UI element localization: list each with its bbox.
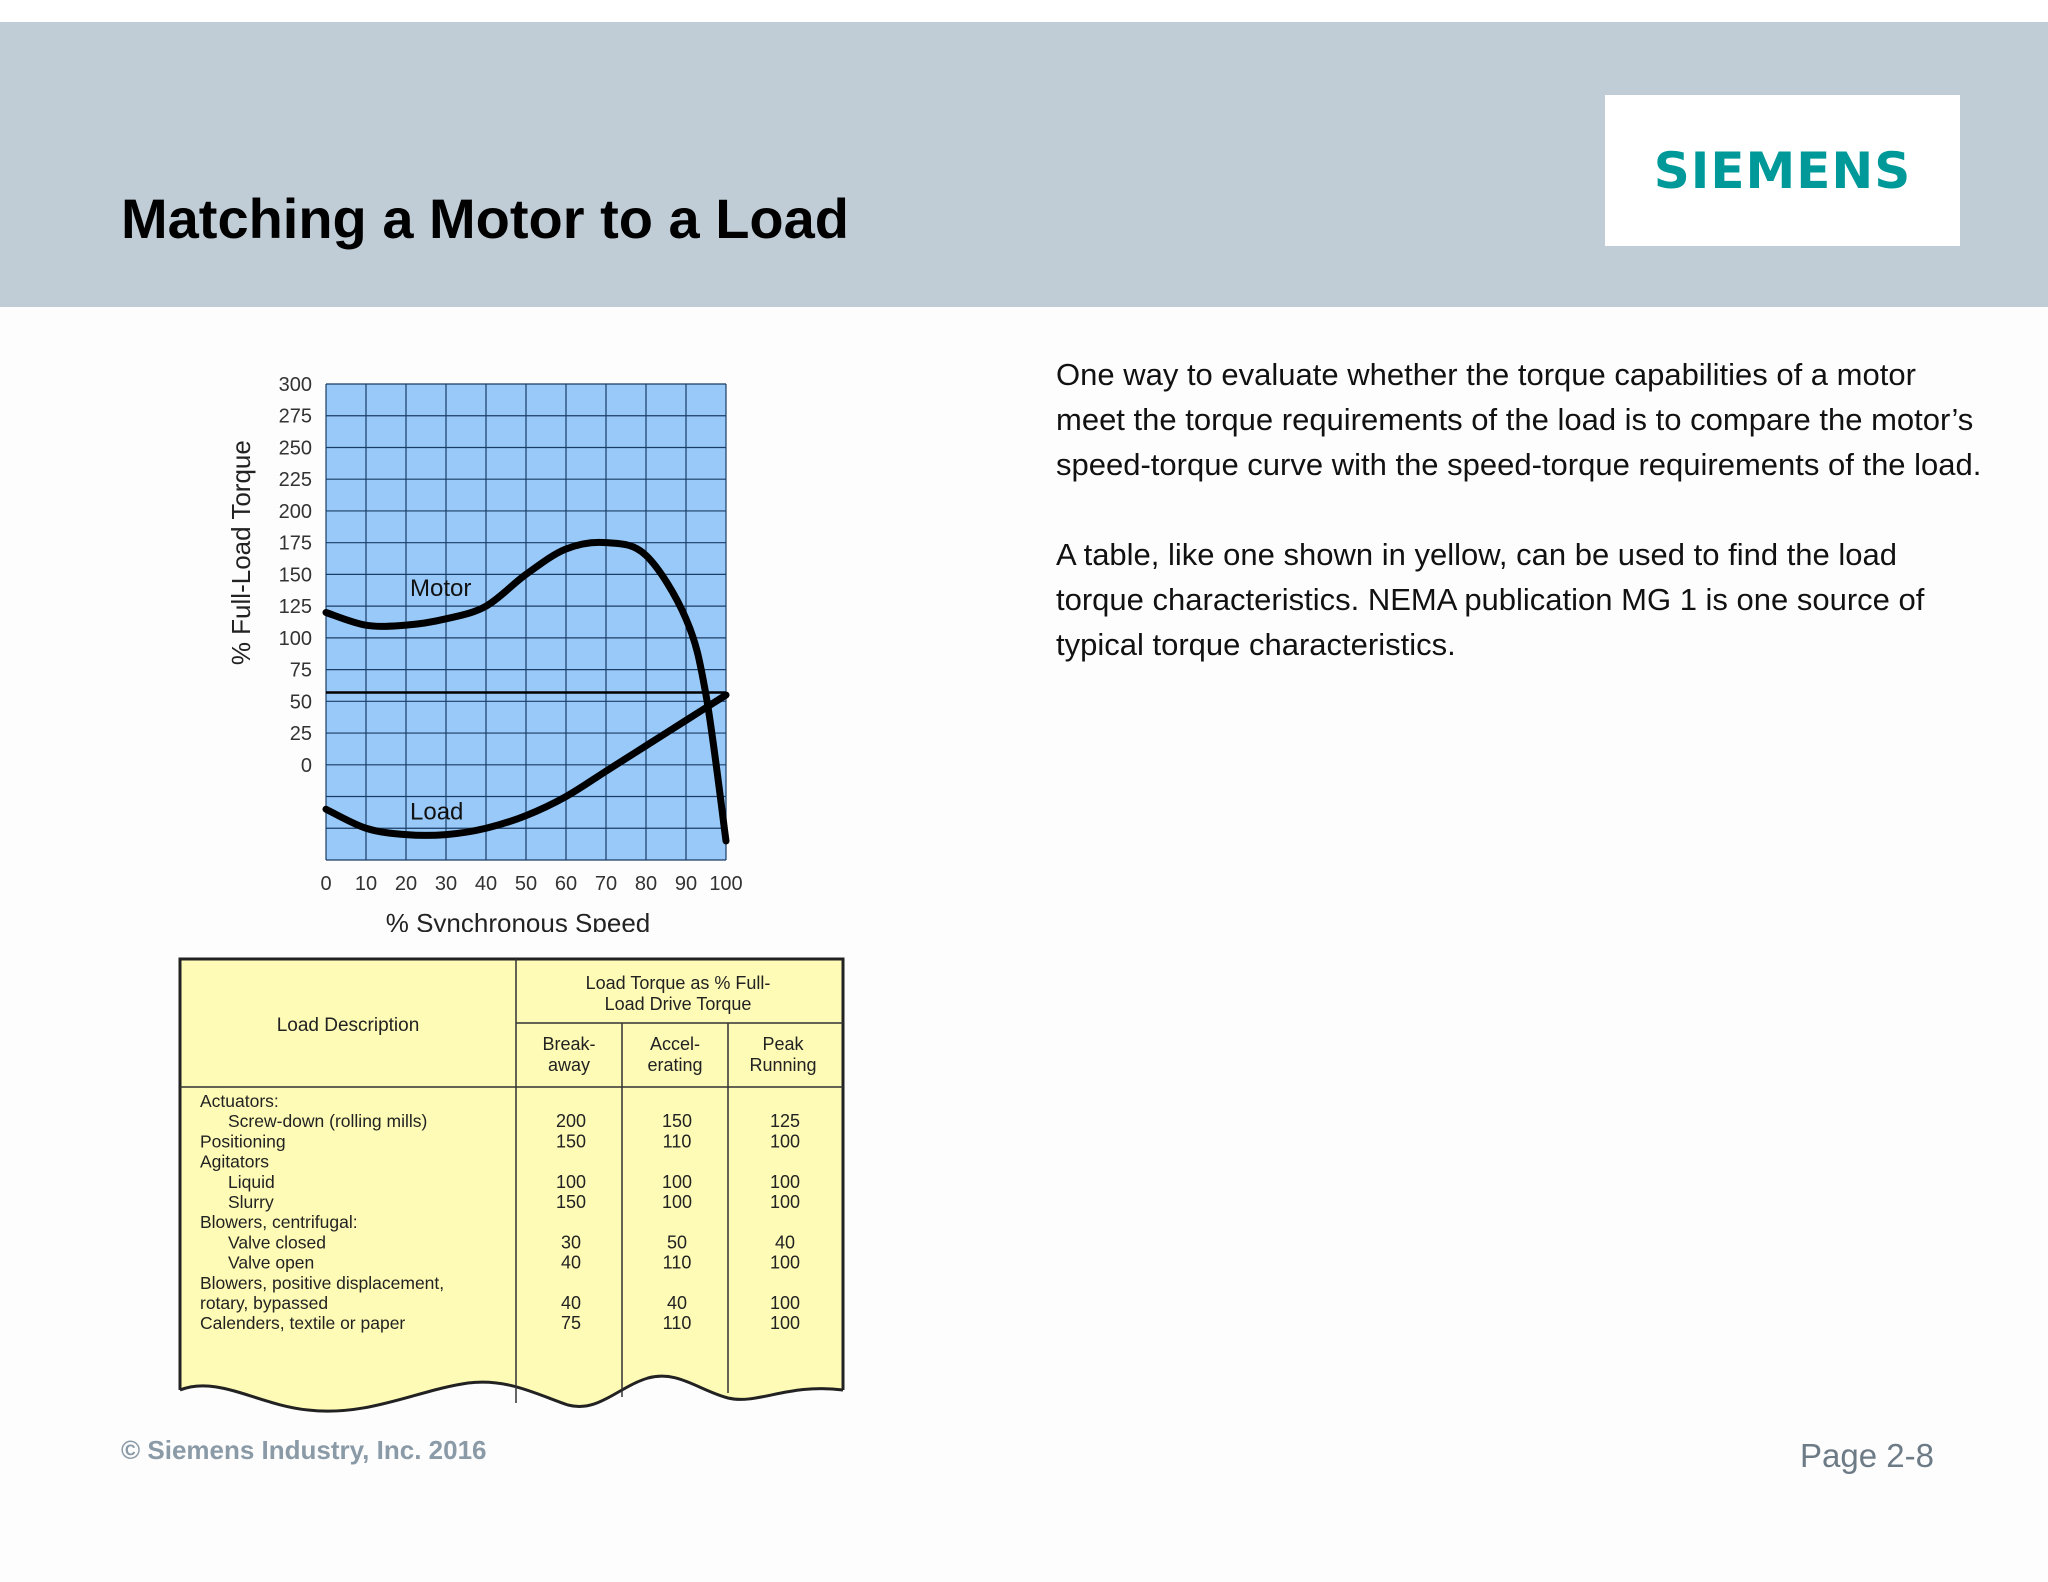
chart-svg: [210, 352, 770, 932]
motor-curve-label: Motor: [410, 574, 472, 602]
y-tick-label: 300: [278, 374, 312, 396]
row-label: Blowers, positive displacement,: [200, 1272, 445, 1293]
row-label: Valve closed: [228, 1232, 326, 1253]
group-header-line: Load Torque as % Full-: [585, 973, 771, 993]
x-tick-label: 30: [434, 873, 458, 895]
x-tick-label: 0: [320, 873, 332, 895]
column-header-line: away: [547, 1055, 591, 1075]
siemens-logo: [1605, 95, 1960, 246]
slide-header: [0, 22, 2048, 307]
x-tick-label: 90: [674, 873, 698, 895]
row-value: 40: [666, 1293, 688, 1313]
y-tick-label: 275: [278, 405, 312, 428]
body-text: [1056, 352, 1986, 712]
row-label: Actuators:: [200, 1091, 279, 1111]
x-axis-label: % Synchronous Speed: [385, 908, 651, 932]
row-value: 110: [662, 1313, 692, 1334]
row-value: 110: [662, 1131, 692, 1152]
row-value: 150: [555, 1192, 587, 1212]
x-tick-label: 50: [514, 873, 538, 895]
row-label: Liquid: [228, 1171, 275, 1192]
y-tick-label: 175: [278, 532, 312, 555]
y-tick-label: 125: [278, 596, 312, 619]
column-header-line: Break-: [542, 1034, 596, 1054]
row-label: Agitators: [200, 1151, 270, 1172]
x-tick-label: 70: [594, 873, 618, 895]
row-value: 100: [769, 1192, 801, 1212]
y-tick-label: 150: [278, 564, 312, 587]
row-label: Slurry: [228, 1192, 274, 1212]
table-svg: [178, 935, 848, 1435]
row-value: 100: [555, 1171, 587, 1192]
y-tick-label: 250: [278, 437, 312, 460]
y-tick-label: 0: [300, 754, 312, 777]
y-tick-label: 50: [289, 691, 312, 714]
row-value: 100: [661, 1192, 693, 1212]
row-value: 40: [560, 1293, 582, 1313]
column-header-line: Accel-: [649, 1034, 701, 1054]
row-value: 100: [769, 1131, 801, 1152]
y-axis-label: % Full-Load Torque: [226, 440, 256, 666]
row-value: 50: [666, 1232, 688, 1253]
row-value: 150: [555, 1131, 587, 1152]
row-value: 100: [769, 1171, 801, 1192]
row-value: 30: [560, 1232, 582, 1253]
x-tick-label: 80: [634, 873, 658, 895]
x-tick-label: 10: [354, 873, 378, 895]
x-tick-label: 40: [474, 873, 498, 895]
row-label: Calenders, textile or paper: [200, 1313, 406, 1334]
y-tick-label: 100: [278, 627, 312, 650]
slide: [0, 22, 2048, 1582]
slide-title: Matching a Motor to a Load: [121, 187, 849, 250]
row-label: Valve open: [228, 1252, 315, 1273]
row-label: Screw-down (rolling mills): [228, 1111, 428, 1132]
column-header-line: Running: [749, 1055, 817, 1075]
footer-page-number: Page 2-8: [1800, 1437, 1934, 1474]
paragraph-2: A table, like one shown in yellow, can be used to find the load torque characteristics. NEMA publication MG 1 is one source of typical torque characteristics.: [1056, 537, 1925, 662]
row-value: 110: [662, 1252, 692, 1273]
y-tick-label: 75: [289, 659, 312, 682]
row-value: 40: [560, 1252, 582, 1273]
x-tick-label: 100: [709, 873, 743, 895]
row-value: 150: [661, 1111, 693, 1132]
row-value: 125: [769, 1111, 801, 1132]
y-tick-label: 25: [289, 723, 312, 746]
paragraph-1: One way to evaluate whether the torque capabilities of a motor meet the torque requirements of the load is to compare the motor’s speed-torque curve with the speed-torque requirements of the load.: [1056, 357, 1982, 482]
group-header-line: Load Drive Torque: [604, 994, 752, 1014]
logo-text: SIEMENS: [1653, 141, 1912, 200]
column-header-line: Peak: [762, 1034, 804, 1054]
row-value: 200: [555, 1111, 587, 1132]
row-value: 75: [560, 1313, 582, 1334]
row-label: Positioning: [200, 1131, 286, 1152]
x-tick-label: 20: [394, 873, 418, 895]
load-torque-table: [178, 935, 848, 1435]
speed-torque-chart: [210, 352, 770, 932]
footer-copyright: © Siemens Industry, Inc. 2016: [121, 1435, 487, 1465]
y-tick-label: 200: [278, 500, 312, 523]
x-tick-label: 60: [554, 873, 578, 895]
row-value: 100: [769, 1313, 801, 1334]
column-header-line: erating: [647, 1055, 703, 1075]
row-value: 40: [774, 1232, 796, 1253]
row-label: rotary, bypassed: [200, 1293, 329, 1313]
row-value: 100: [769, 1293, 801, 1313]
row-label: Blowers, centrifugal:: [200, 1212, 358, 1233]
load-description-header: Load Description: [276, 1015, 420, 1036]
row-value: 100: [769, 1252, 801, 1273]
load-curve-label: Load: [410, 798, 464, 826]
y-tick-label: 225: [278, 469, 312, 492]
row-value: 100: [661, 1171, 693, 1192]
